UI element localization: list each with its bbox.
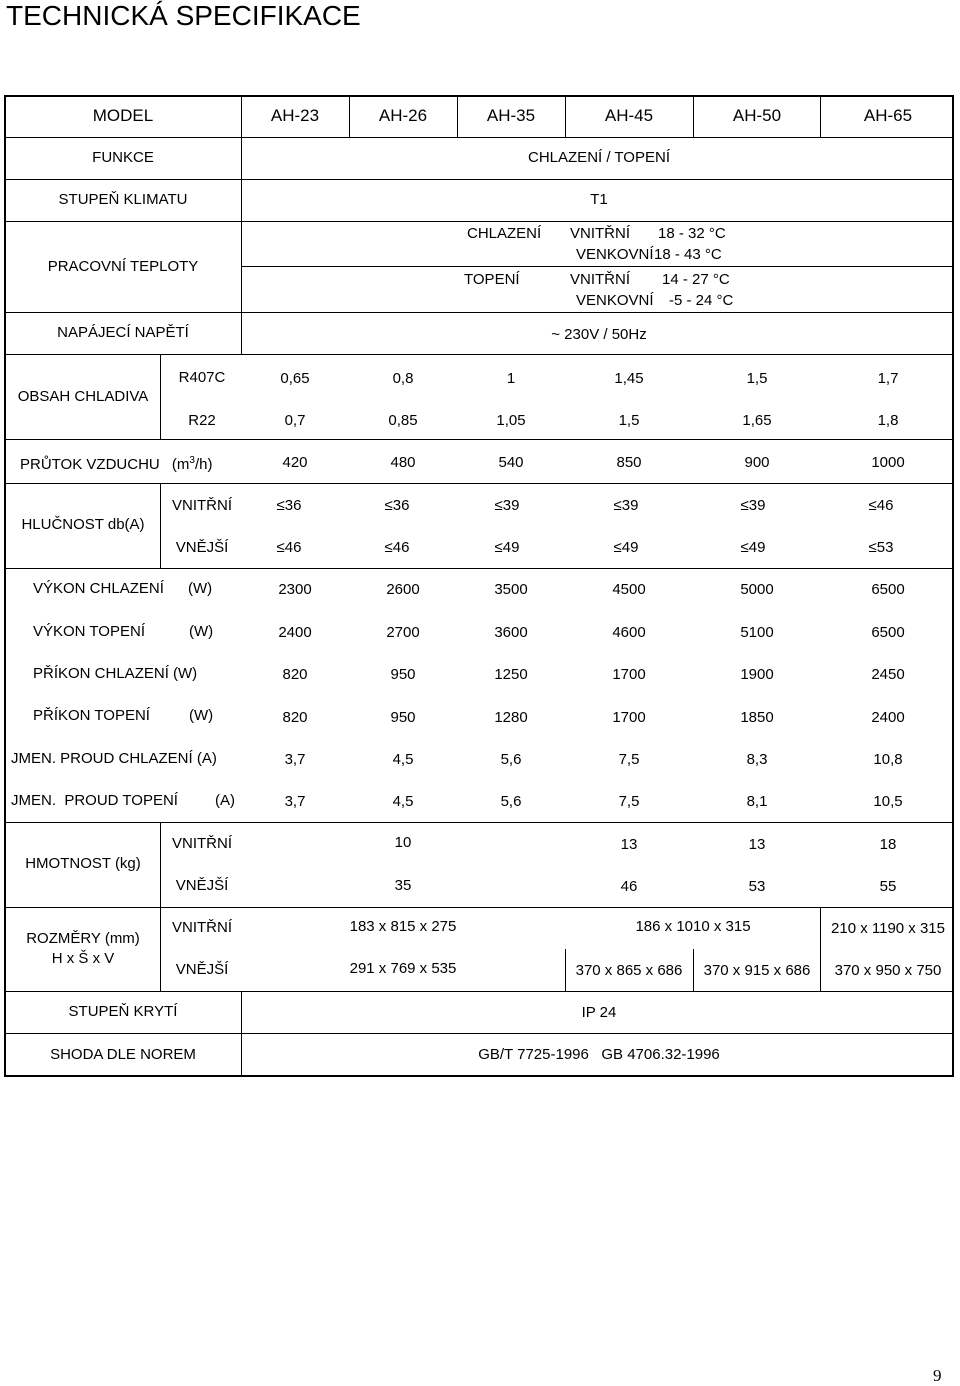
- model-name: AH-26: [378, 106, 428, 125]
- col-divider: [160, 822, 161, 992]
- cell-value: 370 x 950 x 750: [834, 962, 942, 979]
- row-label: JMEN. PROUD TOPENÍ: [11, 792, 178, 809]
- cell-value: 1,5: [618, 412, 640, 429]
- cell-value: -5 - 24 °C: [669, 292, 734, 309]
- sub-label: VNITŘNÍ: [172, 497, 232, 514]
- cell-value: 3,7: [284, 751, 306, 768]
- col-divider: [241, 991, 242, 1077]
- cell-value: 35: [394, 877, 412, 894]
- row-label: PŘÍKON TOPENÍ: [33, 707, 150, 724]
- cell-value: 2400: [871, 709, 905, 726]
- cell-value: CHLAZENÍ / TOPENÍ: [528, 149, 670, 166]
- cell-value: 1,5: [746, 370, 768, 387]
- row-label: STUPEŇ KLIMATU: [58, 191, 188, 208]
- cell-value: ≤36: [276, 497, 302, 514]
- page-title: TECHNICKÁ SPECIFIKACE: [6, 0, 361, 31]
- sub-label: VNITŘNÍ: [172, 919, 232, 936]
- cell-value: 10: [394, 834, 412, 851]
- cell-value: 3500: [494, 581, 528, 598]
- cell-value: 3600: [494, 624, 528, 641]
- cell-value: 2300: [278, 581, 312, 598]
- cell-value: 18 - 32 °C: [658, 225, 726, 242]
- cell-value: 3,7: [284, 793, 306, 810]
- cell-value: 5100: [740, 624, 774, 641]
- col-divider: [160, 354, 161, 440]
- cell-value: ~ 230V / 50Hz: [551, 326, 647, 343]
- cell-value: 480: [390, 454, 416, 471]
- sub-label: VNĚJŠÍ: [175, 961, 229, 978]
- cell-value: 6500: [871, 624, 905, 641]
- row-divider: [4, 1033, 954, 1034]
- cell-value: 7,5: [618, 751, 640, 768]
- cell-value: 13: [620, 836, 638, 853]
- cell-value: 8,3: [746, 751, 768, 768]
- cell-value: 7,5: [618, 793, 640, 810]
- cell-value: 1,45: [614, 370, 644, 387]
- cell-value: 820: [282, 709, 308, 726]
- cell-value: VENKOVNÍ: [576, 292, 654, 309]
- row-label: ROZMĚRY (mm): [26, 930, 140, 947]
- row-divider: [4, 483, 954, 484]
- cell-value: 1280: [494, 709, 528, 726]
- row-divider: [4, 137, 954, 138]
- cell-value: 2450: [871, 666, 905, 683]
- cell-value: T1: [590, 191, 608, 208]
- cell-value: 10,8: [873, 751, 903, 768]
- col-divider: [160, 483, 161, 569]
- col-divider: [820, 907, 821, 991]
- row-divider: [4, 179, 954, 180]
- row-divider: [241, 266, 954, 267]
- model-name: AH-45: [604, 106, 654, 125]
- cell-value: 183 x 815 x 275: [349, 918, 457, 935]
- cell-value: 1700: [612, 666, 646, 683]
- cell-value: 1850: [740, 709, 774, 726]
- model-header: MODEL: [92, 106, 154, 125]
- cell-value: 13: [748, 836, 766, 853]
- row-label: HMOTNOST (kg): [25, 855, 141, 872]
- row-label: STUPEŇ KRYTÍ: [68, 1003, 178, 1020]
- cell-value: 950: [390, 709, 416, 726]
- cell-value: 1: [506, 370, 516, 387]
- cell-value: 540: [498, 454, 524, 471]
- cell-value: 1250: [494, 666, 528, 683]
- sub-label: VNITŘNÍ: [172, 835, 232, 852]
- col-divider: [565, 95, 566, 137]
- unit: (W): [189, 623, 214, 640]
- unit: $(m^3/h)$: [171, 455, 213, 473]
- cell-value: ≤49: [613, 539, 639, 556]
- col-divider: [565, 949, 566, 991]
- cell-value: CHLAZENÍ: [467, 225, 542, 242]
- cell-value: 2700: [386, 624, 420, 641]
- row-divider: [4, 907, 954, 908]
- cell-value: 420: [282, 454, 308, 471]
- cell-value: 210 x 1190 x 315: [831, 920, 945, 937]
- cell-value: 1,7: [877, 370, 899, 387]
- row-divider: [4, 991, 954, 992]
- cell-value: 46: [620, 878, 638, 895]
- row-divider: [4, 312, 954, 313]
- col-divider: [693, 949, 694, 991]
- cell-value: ≤39: [494, 497, 520, 514]
- model-name: AH-65: [863, 106, 913, 125]
- cell-value: ≤36: [384, 497, 410, 514]
- cell-value: ≤49: [740, 539, 766, 556]
- cell-value: ≤46: [868, 497, 894, 514]
- cell-value: VNITŘNÍ: [570, 271, 630, 288]
- row-label: HLUČNOST db(A): [21, 516, 145, 533]
- cell-value: 6500: [871, 581, 905, 598]
- model-name: AH-23: [270, 106, 320, 125]
- cell-value: VNITŘNÍ: [570, 225, 630, 242]
- row-label: PŘÍKON CHLAZENÍ (W): [33, 665, 198, 682]
- cell-value: 820: [282, 666, 308, 683]
- row-divider: [4, 439, 954, 440]
- cell-value: 55: [879, 878, 897, 895]
- cell-value: 0,8: [392, 370, 414, 387]
- cell-value: 1,05: [496, 412, 526, 429]
- row-label: VÝKON CHLAZENÍ: [33, 580, 164, 597]
- row-divider: [4, 822, 954, 823]
- cell-value: 0,65: [280, 370, 310, 387]
- cell-value: 1900: [740, 666, 774, 683]
- row-label: VÝKON TOPENÍ: [33, 623, 145, 640]
- cell-value: TOPENÍ: [464, 271, 520, 288]
- cell-value: 18 - 43 °C: [654, 246, 722, 263]
- row-divider: [4, 568, 954, 569]
- unit: (W): [188, 580, 213, 597]
- cell-value: 1700: [612, 709, 646, 726]
- cell-value: 900: [744, 454, 770, 471]
- cell-value: ≤39: [613, 497, 639, 514]
- cell-value: 2400: [278, 624, 312, 641]
- sub-label: VNĚJŠÍ: [175, 539, 229, 556]
- cell-value: 0,7: [284, 412, 306, 429]
- sub-label: R22: [188, 412, 216, 429]
- col-divider: [241, 95, 242, 355]
- row-label: [20, 452, 212, 474]
- sub-label: VNĚJŠÍ: [175, 877, 229, 894]
- row-divider: [4, 221, 954, 222]
- cell-value: 18: [879, 836, 897, 853]
- cell-value: ≤49: [494, 539, 520, 556]
- row-divider: [4, 354, 954, 355]
- cell-value: 186 x 1010 x 315: [635, 918, 751, 935]
- row-label: NAPÁJECÍ NAPĚTÍ: [57, 324, 189, 341]
- row-label: JMEN. PROUD CHLAZENÍ (A): [11, 750, 217, 767]
- col-divider: [693, 95, 694, 137]
- row-label-text: PRŮTOK VZDUCHU: [20, 456, 160, 473]
- cell-value: 4,5: [392, 751, 414, 768]
- cell-value: 950: [390, 666, 416, 683]
- cell-value: ≤46: [384, 539, 410, 556]
- cell-value: 5000: [740, 581, 774, 598]
- cell-value: 291 x 769 x 535: [349, 960, 457, 977]
- cell-value: 4,5: [392, 793, 414, 810]
- col-divider: [457, 95, 458, 137]
- cell-value: 14 - 27 °C: [662, 271, 730, 288]
- unit: (W): [189, 707, 214, 724]
- cell-value: 1,8: [877, 412, 899, 429]
- cell-value: GB/T 7725-1996 GB 4706.32-1996: [478, 1046, 720, 1063]
- row-label: OBSAH CHLADIVA: [17, 388, 149, 405]
- cell-value: 0,85: [388, 412, 418, 429]
- unit: (A): [215, 792, 235, 809]
- cell-value: 2600: [386, 581, 420, 598]
- cell-value: 370 x 915 x 686: [703, 962, 811, 979]
- row-label: H x Š x V: [51, 950, 115, 967]
- cell-value: 1,65: [742, 412, 772, 429]
- cell-value: 370 x 865 x 686: [575, 962, 683, 979]
- cell-value: ≤46: [276, 539, 302, 556]
- cell-value: 53: [748, 878, 766, 895]
- cell-value: 5,6: [500, 751, 522, 768]
- cell-value: 8,1: [746, 793, 768, 810]
- cell-value: 5,6: [500, 793, 522, 810]
- cell-value: VENKOVNÍ: [576, 246, 654, 263]
- col-divider: [820, 95, 821, 137]
- sub-label: R407C: [178, 369, 226, 386]
- col-divider: [349, 95, 350, 137]
- page-number: 9: [933, 1366, 942, 1385]
- cell-value: ≤39: [740, 497, 766, 514]
- cell-value: 4600: [612, 624, 646, 641]
- cell-value: 10,5: [873, 793, 903, 810]
- cell-value: IP 24: [581, 1004, 617, 1021]
- model-name: AH-50: [732, 106, 782, 125]
- cell-value: 4500: [612, 581, 646, 598]
- row-label: SHODA DLE NOREM: [50, 1046, 196, 1063]
- model-name: AH-35: [486, 106, 536, 125]
- row-label: PRACOVNÍ TEPLOTY: [47, 258, 199, 275]
- cell-value: ≤53: [868, 539, 894, 556]
- cell-value: 850: [616, 454, 642, 471]
- cell-value: 1000: [871, 454, 905, 471]
- row-label: FUNKCE: [92, 149, 154, 166]
